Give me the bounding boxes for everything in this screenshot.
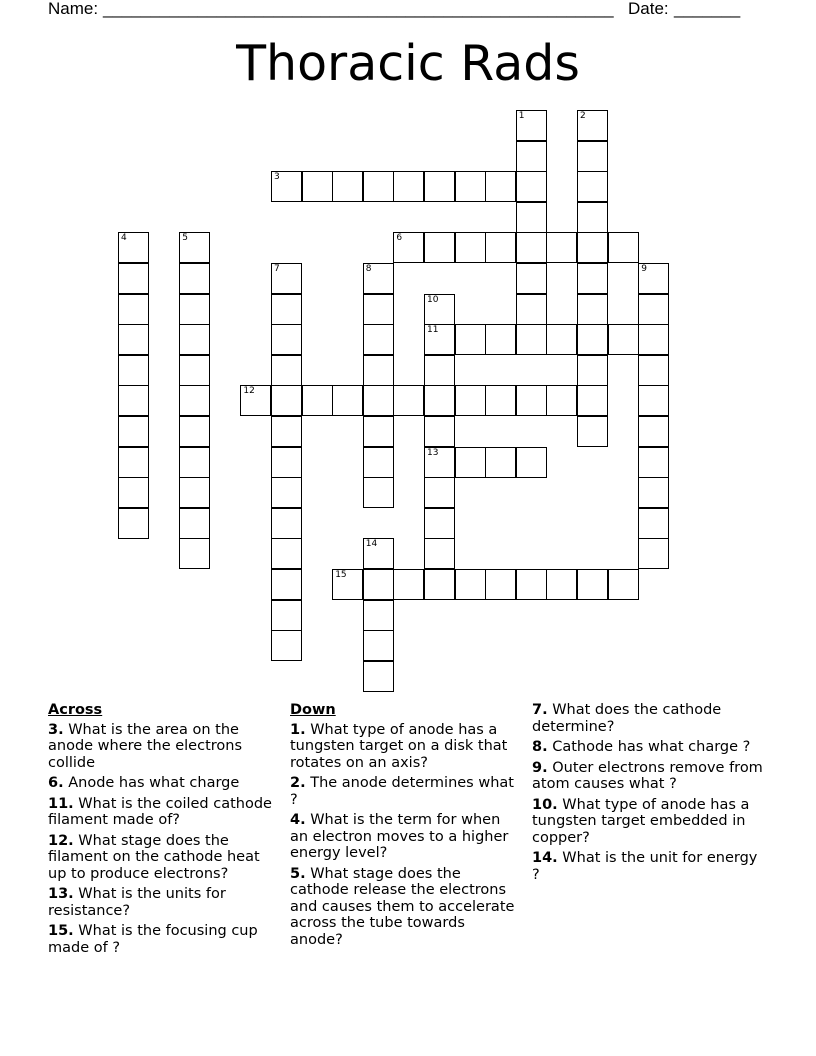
crossword-cell[interactable] xyxy=(302,385,333,416)
crossword-cell[interactable] xyxy=(516,232,547,263)
crossword-cell[interactable] xyxy=(363,569,394,600)
crossword-cell[interactable] xyxy=(179,232,210,263)
crossword-cell[interactable] xyxy=(608,232,639,263)
crossword-cell[interactable] xyxy=(608,324,639,355)
crossword-cell[interactable] xyxy=(424,324,455,355)
clue-number: 9 xyxy=(641,264,647,274)
crossword-cell[interactable] xyxy=(455,447,486,478)
crossword-cell[interactable] xyxy=(608,569,639,600)
clue-number: 8 xyxy=(365,264,372,274)
crossword-cell[interactable] xyxy=(118,294,149,325)
clue-across-15: 15. What is the focusing cup made of ? xyxy=(48,923,258,956)
crossword-cell[interactable] xyxy=(118,447,149,478)
crossword-cell[interactable] xyxy=(577,110,608,141)
crossword-cell[interactable] xyxy=(577,171,608,202)
crossword-cell[interactable] xyxy=(332,385,363,416)
crossword-cell[interactable] xyxy=(577,324,608,355)
crossword-cell[interactable] xyxy=(516,202,547,233)
crossword-cell[interactable] xyxy=(516,141,547,172)
name-label: Name: xyxy=(48,0,99,18)
crossword-cell[interactable] xyxy=(393,569,424,600)
clue-down-14: 14. What is the unit for energy ? xyxy=(532,850,758,883)
crossword-cell[interactable] xyxy=(271,508,302,539)
crossword-cell[interactable] xyxy=(638,385,669,416)
crossword-cell[interactable] xyxy=(393,385,424,416)
crossword-cell[interactable] xyxy=(179,355,210,386)
crossword-cell[interactable] xyxy=(271,171,302,202)
crossword-cell[interactable] xyxy=(393,232,424,263)
crossword-cell[interactable] xyxy=(118,477,149,508)
crossword-cell[interactable] xyxy=(516,263,547,294)
crossword-cell[interactable] xyxy=(179,416,210,447)
crossword-cell[interactable] xyxy=(424,477,455,508)
crossword-cell[interactable] xyxy=(638,294,669,325)
clue-down-4: 4. What is the term for when an electron moves to a higher energy level? xyxy=(290,812,509,861)
clue-number: 2 xyxy=(580,111,586,121)
crossword-cell[interactable] xyxy=(516,447,547,478)
crossword-cell[interactable] xyxy=(455,324,486,355)
clue-number: 10 xyxy=(427,294,439,305)
crossword-cell[interactable] xyxy=(485,569,516,600)
clue-number: 13 xyxy=(427,447,439,458)
crossword-cell[interactable] xyxy=(363,416,394,447)
crossword-cell[interactable] xyxy=(485,171,516,202)
clue-number: 4 xyxy=(121,233,127,244)
crossword-cell[interactable] xyxy=(485,232,516,263)
clue-number: 15 xyxy=(335,570,347,580)
crossword-cell[interactable] xyxy=(577,202,608,233)
across-clues xyxy=(48,702,280,960)
clue-number: 14 xyxy=(365,539,378,550)
crossword-cell[interactable] xyxy=(546,569,577,600)
crossword-cell[interactable] xyxy=(179,447,210,478)
crossword-cell[interactable] xyxy=(516,171,547,202)
crossword-cell[interactable] xyxy=(179,538,210,569)
crossword-cell[interactable] xyxy=(179,294,210,325)
crossword-cell[interactable] xyxy=(424,355,455,386)
crossword-cell[interactable] xyxy=(424,447,455,478)
crossword-cell[interactable] xyxy=(546,324,577,355)
clue-down-8: 8. Cathode has what charge ? xyxy=(532,739,751,755)
crossword-cell[interactable] xyxy=(271,477,302,508)
crossword-cell[interactable] xyxy=(516,324,547,355)
crossword-cell[interactable] xyxy=(363,661,394,692)
crossword-cell[interactable] xyxy=(363,355,394,386)
crossword-cell[interactable] xyxy=(118,385,149,416)
crossword-cell[interactable] xyxy=(393,171,424,202)
crossword-cell[interactable] xyxy=(577,569,608,600)
clue-down-7: 7. What does the cathode determine? xyxy=(532,702,722,735)
crossword-cell[interactable] xyxy=(118,416,149,447)
crossword-cell[interactable] xyxy=(455,569,486,600)
clue-number: 3 xyxy=(274,172,280,183)
crossword-cell[interactable] xyxy=(363,294,394,325)
crossword-cell[interactable] xyxy=(179,324,210,355)
crossword-cell[interactable] xyxy=(485,385,516,416)
page-title: Thoracic Rads xyxy=(236,35,580,92)
crossword-cell[interactable] xyxy=(424,232,455,263)
clue-across-12: 12. What stage does the filament on the cathode heat up to produce electrons? xyxy=(48,832,260,882)
down-clues-continued xyxy=(532,702,768,887)
clue-number: 7 xyxy=(274,264,280,274)
crossword-cell[interactable] xyxy=(577,263,608,294)
crossword-cell[interactable] xyxy=(638,324,669,355)
crossword-cell[interactable] xyxy=(424,416,455,447)
crossword-cell[interactable] xyxy=(118,324,149,355)
crossword-cell[interactable] xyxy=(332,569,363,600)
clue-across-6: 6. Anode has what charge xyxy=(48,775,240,791)
crossword-cell[interactable] xyxy=(546,232,577,263)
clue-down-5: 5. What stage does the cathode release the electrons and causes them to accelerate across the tube towards anode? xyxy=(290,865,515,948)
clue-down-1: 1. What type of anode has a tungsten target on a disk that rotates on an axis? xyxy=(290,721,508,771)
crossword-cell[interactable] xyxy=(118,508,149,539)
down-heading: Down xyxy=(290,702,336,718)
crossword-cell[interactable] xyxy=(271,416,302,447)
crossword-cell[interactable] xyxy=(577,385,608,416)
crossword-cell[interactable] xyxy=(516,110,547,141)
crossword-cell[interactable] xyxy=(424,171,455,202)
clue-across-3: 3. What is the area on the anode where the electrons collide xyxy=(48,721,243,771)
clue-down-10: 10. What type of anode has a tungsten target embedded in copper? xyxy=(532,796,750,846)
crossword-cell[interactable] xyxy=(271,263,302,294)
crossword-cell[interactable] xyxy=(363,324,394,355)
clue-number: 12 xyxy=(243,386,255,397)
crossword-cell[interactable] xyxy=(363,263,394,294)
crossword-cell[interactable] xyxy=(271,324,302,355)
crossword-cell[interactable] xyxy=(638,538,669,569)
crossword-cell[interactable] xyxy=(118,263,149,294)
crossword-cell[interactable] xyxy=(271,600,302,631)
crossword-cell[interactable] xyxy=(118,232,149,263)
crossword-cell[interactable] xyxy=(363,600,394,631)
crossword-cell[interactable] xyxy=(424,508,455,539)
crossword-cell[interactable] xyxy=(455,232,486,263)
crossword-cell[interactable] xyxy=(577,232,608,263)
crossword-cell[interactable] xyxy=(577,141,608,172)
crossword-cell[interactable] xyxy=(638,355,669,386)
clue-number: 11 xyxy=(427,325,439,336)
crossword-cell[interactable] xyxy=(516,385,547,416)
crossword-cell[interactable] xyxy=(271,447,302,478)
clue-across-13: 13. What is the units for resistance? xyxy=(48,886,226,919)
crossword-cell[interactable] xyxy=(424,538,455,569)
crossword-cell[interactable] xyxy=(424,294,455,325)
crossword-cell[interactable] xyxy=(363,447,394,478)
crossword-cell[interactable] xyxy=(118,355,149,386)
clue-down-9: 9. Outer electrons remove from atom causes what ? xyxy=(532,759,763,792)
crossword-cell[interactable] xyxy=(638,263,669,294)
crossword-cell[interactable] xyxy=(363,385,394,416)
crossword-cell[interactable] xyxy=(455,171,486,202)
crossword-cell[interactable] xyxy=(363,538,394,569)
crossword-cell[interactable] xyxy=(363,630,394,661)
crossword-cell[interactable] xyxy=(302,171,333,202)
down-clues xyxy=(290,702,522,952)
name-field-line[interactable]: ______________________________________________________ xyxy=(103,0,614,18)
crossword-cell[interactable] xyxy=(546,385,577,416)
date-field-line[interactable]: _______ xyxy=(674,0,741,18)
clue-number: 1 xyxy=(518,111,525,121)
crossword-cell[interactable] xyxy=(271,294,302,325)
crossword-cell[interactable] xyxy=(516,294,547,325)
crossword-cell[interactable] xyxy=(638,447,669,478)
date-label: Date: xyxy=(628,0,669,18)
clue-number: 6 xyxy=(396,233,403,244)
crossword-cell[interactable] xyxy=(179,508,210,539)
crossword-cell[interactable] xyxy=(179,385,210,416)
crossword-cell[interactable] xyxy=(179,477,210,508)
clue-number: 5 xyxy=(182,233,188,244)
across-heading: Across xyxy=(48,702,103,718)
crossword-cell[interactable] xyxy=(271,385,302,416)
crossword-cell[interactable] xyxy=(363,171,394,202)
crossword-cell[interactable] xyxy=(271,569,302,600)
crossword-cell[interactable] xyxy=(271,538,302,569)
clue-down-2: 2. The anode determines what ? xyxy=(290,775,514,808)
clue-across-11: 11. What is the coiled cathode filament made of? xyxy=(48,795,272,828)
crossword-cell[interactable] xyxy=(485,324,516,355)
crossword-cell[interactable] xyxy=(424,569,455,600)
crossword-cell[interactable] xyxy=(332,171,363,202)
crossword-cell[interactable] xyxy=(271,630,302,661)
crossword-cell[interactable] xyxy=(240,385,271,416)
crossword-cell[interactable] xyxy=(485,447,516,478)
crossword-cell[interactable] xyxy=(577,355,608,386)
crossword-cell[interactable] xyxy=(179,263,210,294)
crossword-cell[interactable] xyxy=(363,477,394,508)
crossword-cell[interactable] xyxy=(638,477,669,508)
crossword-cell[interactable] xyxy=(516,569,547,600)
crossword-cell[interactable] xyxy=(577,416,608,447)
crossword-cell[interactable] xyxy=(638,508,669,539)
crossword-cell[interactable] xyxy=(455,385,486,416)
crossword-cell[interactable] xyxy=(424,385,455,416)
crossword-cell[interactable] xyxy=(271,355,302,386)
crossword-cell[interactable] xyxy=(577,294,608,325)
crossword-cell[interactable] xyxy=(638,416,669,447)
